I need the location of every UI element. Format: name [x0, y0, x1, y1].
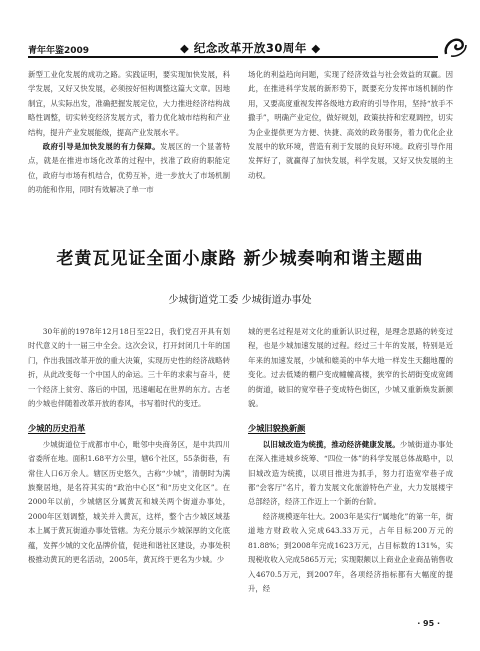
section-banner: ◆ 纪念改革开放30周年 ◆ — [180, 41, 321, 55]
top-right-column — [248, 68, 453, 183]
article-left-column — [28, 325, 230, 568]
article-byline: 少城街道党工委 少城街道办事处 — [168, 295, 312, 306]
paragraph: 城的更名过程是对文化的重新认识过程，是理念思路的转变过程，也是少城加速发展的过程。经过三十年的发展，特别是近年来的加速发展，少城和媲美的中华大地一样发生天翻地覆的变化。过去低矮的棚户变成幢幢高楼，狭窄的长胡街变成宽阔的街道，破旧的宽窄巷子变成特色街区，少城又重新焕发新颜貌。 — [248, 327, 453, 409]
header-rule — [28, 56, 438, 58]
paragraph — [28, 140, 230, 198]
swirl-logo-icon — [442, 36, 468, 58]
paragraph — [248, 438, 453, 510]
paragraph: 场化的利益趋向问题，实现了经济效益与社会效益的双赢。因此，在推进科学发展的新形势下，既要充分发挥市场机制的作用，又要高度重视发挥各级地方政府的引导作用，坚持“放手不撒手”，明确产业定位，做好规划，政策扶持和宏观调控，切实为企业提供更为方便、快捷、高效的政务服务，着力优化企业发展中的软环境，营造有利于发展的良好环境。政府引导作用发挥好了，就赢得了加快发展，科学发展，又好又快发展的主动权。 — [248, 70, 453, 180]
paragraph-text: 少城街道办事处在深入推进城乡统筹、“四位一体”的科学发展总体战略中，以旧城改造为统揽，以项目推进为抓手，努力打造宽窄巷子成都“会客厅”名片，着力发展文化旅游特色产业，大力发展楼宇总部经济，经济工作迈上一个新的台阶。 — [248, 439, 453, 507]
paragraph: 30年前的1978年12月18日至22日，我们党召开具有划时代意义的十一届三中全会。这次会议，打开封闭几十年的国门，作出我国改革开放的重大决策，实现历史性的经济战略转折，从此改变每一个中国人的命运。三十年的求索与奋斗，使一个经济上贫穷、落后的中国，迅速崛起在世界的东方。古老的少城也伴随着改革开放的春风，书写着时代的变迁。 — [28, 327, 230, 409]
paragraph-text: 发展区的一个显著特点，就是在推进市场化改革的过程中，找准了政府的职能定位，政府与市场有机结合，优势互补，进一步放大了市场机制的功能和作用，同时有效解决了单一市 — [28, 142, 230, 195]
article-title: 老黄瓦见证全面小康路 新少城奏响和谐主题曲 — [56, 249, 424, 269]
article-right-column — [248, 325, 453, 596]
yearbook-label: 青年年鉴2009 — [28, 46, 90, 56]
section-heading: 少城的历史沿革 — [28, 423, 86, 434]
top-left-column — [28, 68, 230, 198]
bold-lead: 以旧城改造为统揽，推动经济健康发展。 — [262, 439, 400, 449]
running-header — [28, 38, 468, 58]
section-heading: 少城旧貌换新颜 — [248, 423, 306, 434]
page-number: · 95 · — [417, 619, 440, 628]
paragraph: 新型工业化发展的成功之路。实践证明，要实现加快发展，科学发展，又好又快发展，必须按好恒构调整这篇大文章。因地制宜，从实际出发，准确把握发展定位，大力推进经济结构战略性调整，切实转变经济发展方式，着力优化城市结构和产业结构，提升产业发展能级，提高产业发展水平。 — [28, 70, 230, 137]
paragraph: 少城街道位于成都市中心，毗邻中央商务区，是中共四川省委所在地。面积1.68平方公里，辖6个社区，55条街巷，有常住人口6万余人。辖区历史悠久，古称“少城”，清朝时为满族聚居地，是名符其实的“政治中心区”和“历史文化区”。在2000年以前，少城辖区分属黄瓦和城关两个街道办事处，2000年区划调整，城关并入黄瓦，这样，整个古少城区域基本上属于黄瓦街道办事处管辖。为充分展示少城深厚的文化底蕴，发挥少城的文化品牌价值，促进和谐社区建设，办事处积极推动黄瓦的更名活动，2005年，黄瓦终于更名为少城。少 — [28, 439, 230, 565]
bold-lead: 政府引导是加快发展的有力保障。 — [42, 142, 161, 152]
paragraph: 经济规模逐年壮大。2003年是实行“属地化”的第一年，街道地方财政收入完成643.33万元，占年目标200万元的81.88%；到2008年完成1623万元，占目标数的131%，实现税收收入完成5865万元；实现限额以上商业企业商品销售收入4670.5万元，到2007年，各项经济指标都有大幅度的提升，经 — [248, 511, 453, 593]
